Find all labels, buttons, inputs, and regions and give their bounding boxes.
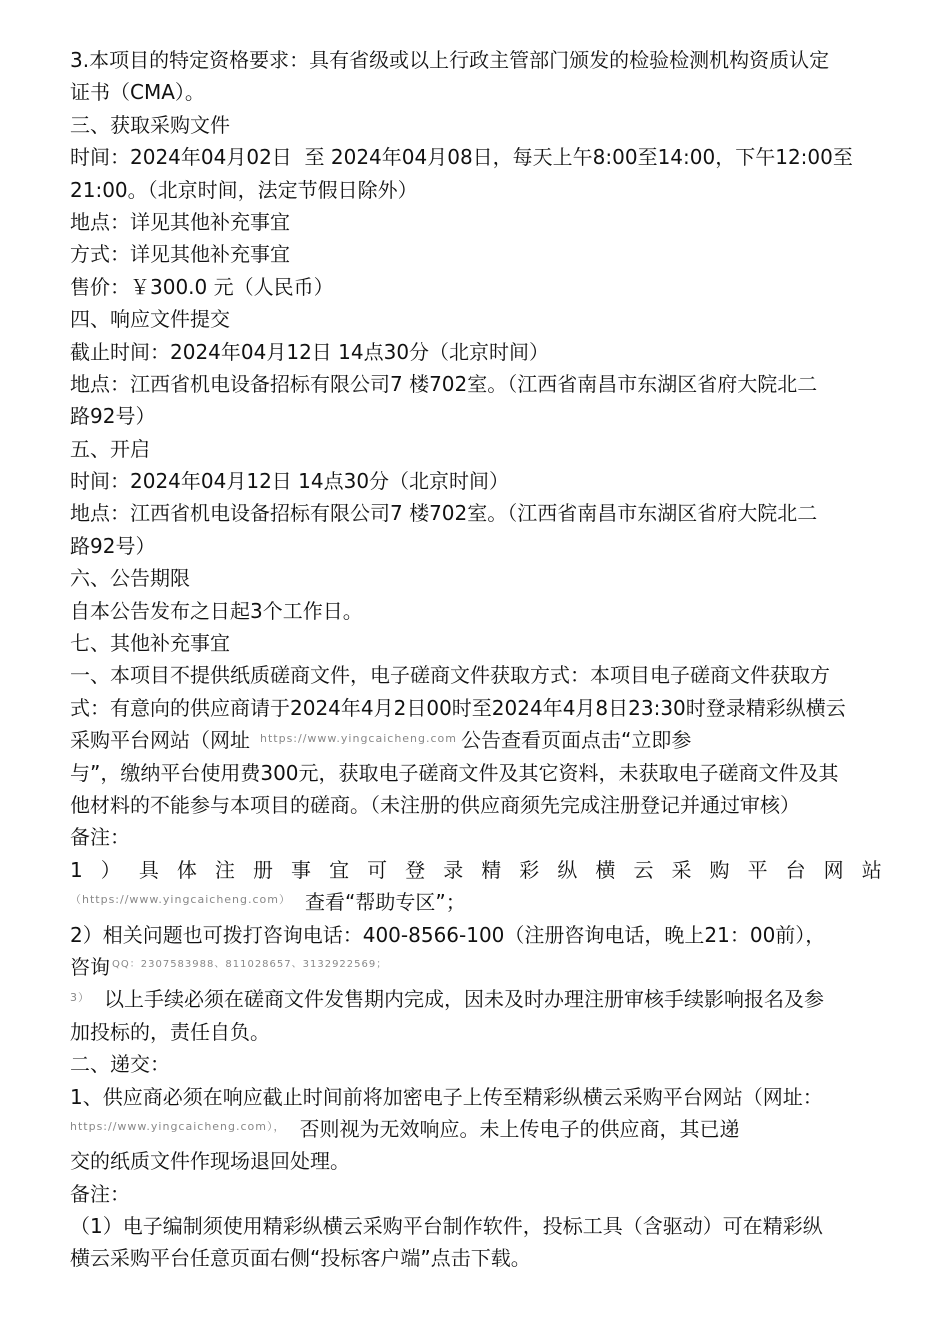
char: 可: [367, 857, 388, 882]
text-line: 3.本项目的特定资格要求：具有省级或以上行政主管部门颁发的检验检测机构资质认定: [70, 48, 830, 72]
char: 登: [405, 857, 426, 882]
website-url: https://www.yingcaicheng.com），: [70, 1120, 286, 1134]
text-line: 备注：: [70, 1181, 130, 1206]
char: 平: [747, 857, 768, 882]
text-line: 售价：￥300.0 元（人民币）: [70, 274, 334, 299]
char: 具: [138, 857, 159, 882]
text-span: 查看“帮助专区”；: [305, 890, 466, 915]
char: 体: [176, 857, 197, 882]
text-line: 地点：详见其他补充事宜: [70, 209, 290, 234]
char: 网: [823, 857, 844, 882]
text-line: 方式：详见其他补充事宜: [70, 242, 290, 267]
text-line: 一、本项目不提供纸质磋商文件，电子磋商文件获取方式：本项目电子磋商文件获取方: [70, 663, 830, 688]
text-line: 与”，缴纳平台使用费300元，获取电子磋商文件及其它资料，未获取电子磋商文件及其: [70, 760, 839, 785]
char: 台: [785, 857, 806, 882]
list-number: 3）: [70, 990, 90, 1004]
section-heading: 五、开启: [70, 436, 150, 461]
text-line: 证书（CMA）。: [70, 80, 205, 105]
text-span: 公告查看页面点击“立即参: [461, 728, 692, 753]
text-line: [70, 141, 882, 173]
char: 站: [861, 857, 882, 882]
text-line: 路92号）: [70, 533, 156, 558]
char: ）: [100, 857, 121, 882]
text-line: 式：有意向的供应商请于2024年4月2日00时至2024年4月8日23:30时登录精彩纵横云: [70, 695, 846, 720]
text-span: 以上手续必须在磋商文件发售期内完成，因未及时办理注册审核手续影响报名及参: [104, 987, 824, 1012]
text-line: 横云采购平台任意页面右侧“投标客户端”点击下载。: [70, 1246, 531, 1271]
text-line: 时间：2024年04月12日 14点30分（北京时间）: [70, 469, 510, 494]
char: 精: [481, 857, 502, 882]
char: 注: [214, 857, 235, 882]
website-url: https://www.yingcaicheng.com: [260, 731, 458, 745]
char: 彩: [519, 857, 540, 882]
text-line: 加投标的，责任自负。: [70, 1019, 270, 1044]
text-line: 1、供应商必须在响应截止时间前将加密电子上传至精彩纵横云采购平台网站（网址：: [70, 1084, 823, 1109]
text-span: 咨询: [70, 954, 110, 979]
text-line: 地点：江西省机电设备招标有限公司7 楼702室。（江西省南昌市东湖区省府大院北二: [70, 371, 818, 396]
qq-numbers: QQ：2307583988、811028657、3132922569；: [112, 959, 388, 971]
section-heading: 三、获取采购文件: [70, 112, 230, 137]
section-heading: 六、公告期限: [70, 566, 190, 591]
char: 购: [709, 857, 730, 882]
text-line: 地点：江西省机电设备招标有限公司7 楼702室。（江西省南昌市东湖区省府大院北二: [70, 501, 818, 526]
text-span: 否则视为无效响应。未上传电子的供应商，其已递: [299, 1116, 740, 1141]
char: 1: [70, 857, 83, 882]
text-line: 2）相关问题也可拨打咨询电话：400-8566-100（注册咨询电话，晚上21：00前），: [70, 922, 826, 947]
text-line: 路92号）: [70, 404, 156, 429]
spaced-text-line: [70, 854, 882, 886]
text-line: [70, 951, 882, 983]
section-heading: 二、递交：: [70, 1052, 170, 1077]
text-line: [70, 886, 882, 918]
text-line: 交的纸质文件作现场退回处理。: [70, 1149, 350, 1174]
char: 纵: [557, 857, 578, 882]
text-line: [70, 724, 882, 756]
section-heading: 七、其他补充事宜: [70, 631, 230, 656]
text-line: 备注：: [70, 825, 130, 850]
text-line: 自本公告发布之日起3个工作日。: [70, 598, 363, 623]
website-url: （https://www.yingcaicheng.com）: [70, 893, 292, 907]
document-page: [70, 44, 882, 1275]
char: 宜: [329, 857, 350, 882]
text-line: 21:00。（北京时间，法定节假日除外）: [70, 177, 418, 202]
char: 横: [595, 857, 616, 882]
char: 云: [633, 857, 654, 882]
text-line: 截止时间：2024年04月12日 14点30分（北京时间）: [70, 339, 550, 364]
text-line: [70, 983, 882, 1015]
char: 录: [443, 857, 464, 882]
char: 采: [671, 857, 692, 882]
text-span: 采购平台网站（网址: [70, 728, 250, 753]
char: 事: [291, 857, 312, 882]
text-line: （1）电子编制须使用精彩纵横云采购平台制作软件，投标工具（含驱动）可在精彩纵: [70, 1214, 823, 1239]
text-line: 他材料的不能参与本项目的磋商。（未注册的供应商须先完成注册登记并通过审核）: [70, 792, 800, 817]
text-span: 时间：2024年04月02日 至 2024年04月08日，每天上午8:00至14:00，下午12:00至: [70, 145, 853, 170]
char: 册: [252, 857, 273, 882]
text-line: [70, 1113, 882, 1145]
section-heading: 四、响应文件提交: [70, 307, 230, 332]
